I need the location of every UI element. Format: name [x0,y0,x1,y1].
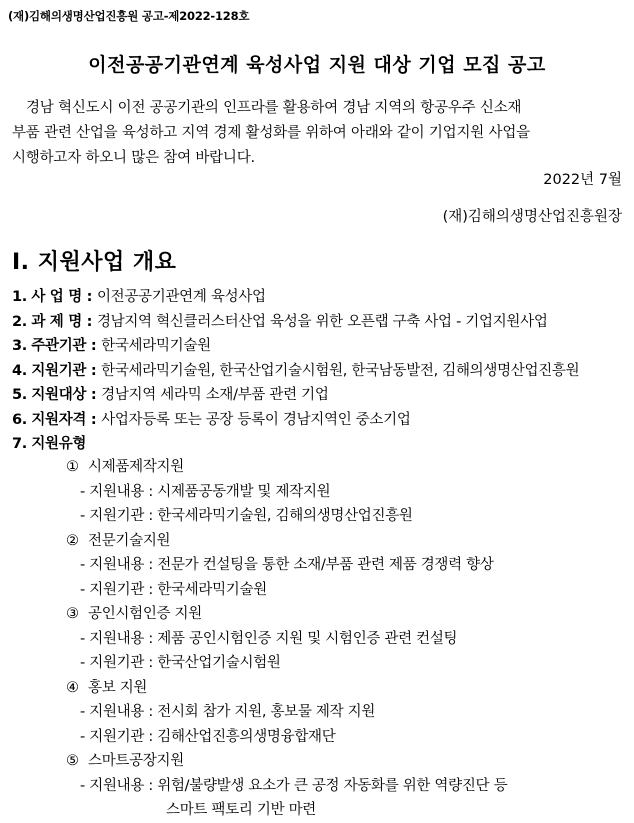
support-detail: - 지원기관 : 한국세라믹기술원, 김해의생명산업진흥원 [80,508,413,524]
support-detail: - 지원내용 : 전문가 컨설팅을 통한 소재/부품 관련 제품 경쟁력 향상 [80,557,494,573]
overview-item [12,432,632,457]
item-separator: : [81,313,97,330]
item-number: 7. [12,436,27,452]
support-type-title [62,529,622,554]
item-separator: : [86,362,102,379]
page-title: 이전공공기관연계 육성사업 지원 대상 기업 모집 공고 [88,54,546,76]
intro-line: 부품 관련 산업을 육성하고 지역 경제 활성화를 위하여 아래와 같이 기업지원 사업을 [12,125,530,141]
item-number: 5. [12,387,27,403]
circled-number: ④ [66,679,79,696]
overview-item [12,408,632,433]
support-detail: - 지원내용 : 위험/불량발생 요소가 큰 공정 자동화를 위한 역량진단 등 [80,777,508,794]
item-number: 4. [12,362,27,379]
item-number: 6. [12,411,27,428]
circled-number: ③ [66,606,79,622]
intro-line: 경남 혁신도시 이전 공공기관의 인프라를 활용하여 경남 지역의 항공우주 신소재 [26,100,522,116]
issuer-name: (재)김해의생명산업진흥원장 [442,209,622,225]
support-type-name: 시제품제작지원 [88,459,184,475]
overview-item [12,334,632,359]
item-number: 2. [12,313,27,330]
intro-line: 시행하고자 하오니 많은 참여 바랍니다. [12,150,255,166]
support-detail: - 지원기관 : 한국산업기술시험원 [80,655,281,671]
item-label: 주관기관 [31,338,87,354]
overview-list [12,285,632,457]
support-type-list [62,455,622,823]
support-type-name: 홍보 지원 [88,679,148,696]
support-detail: - 지원기관 : 한국세라믹기술원 [80,581,267,598]
overview-item [12,383,632,408]
support-detail-continuation [62,798,622,823]
item-value: 경남지역 세라믹 소재/부품 관련 기업 [101,387,329,403]
support-type-name: 전문기술지원 [88,532,171,549]
item-number: 3. [12,338,27,354]
item-label: 지원기관 [31,362,87,379]
overview-item [12,359,632,384]
circled-number: ⑤ [66,753,79,769]
section-heading: Ⅰ. 지원사업 개요 [12,250,177,275]
support-detail-cont-text: 스마트 팩토리 기반 마련 [166,802,316,818]
intro-paragraph [12,96,624,171]
support-detail: - 지원기관 : 김해산업진흥의생명융합재단 [80,728,336,745]
item-label: 사 업 명 [31,289,82,305]
item-separator: : [81,289,97,305]
support-type-name: 스마트공장지원 [88,753,184,769]
support-type-title [62,602,622,627]
item-value: 이전공공기관연계 육성사업 [96,289,266,305]
support-type-title [62,455,622,480]
item-separator: : [86,411,102,428]
item-value: 한국세라믹기술원 [101,338,211,354]
circled-number: ② [66,532,79,549]
item-label: 지원대상 [31,387,87,403]
support-detail: - 지원내용 : 전시회 참가 지원, 홍보물 제작 지원 [80,704,376,720]
announcement-number: (재)김해의생명산업진흥원 공고-제2022-128호 [8,9,250,23]
support-type-name: 공인시험인증 지원 [88,606,202,622]
support-type-title [62,676,622,701]
support-type-title [62,749,622,774]
support-detail: - 지원내용 : 제품 공인시험인증 지원 및 시험인증 관련 컨설팅 [80,630,458,647]
announcement-date: 2022년 7월 [543,172,622,188]
item-label: 지원유형 [31,436,87,452]
overview-item [12,310,632,335]
item-value: 한국세라믹기술원, 한국산업기술시험원, 한국남동발전, 김해의생명산업진흥원 [101,362,580,379]
support-detail: - 지원내용 : 시제품공동개발 및 제작지원 [80,483,331,500]
item-value: 경남지역 혁신클러스터산업 육성을 위한 오픈랩 구축 사업 - 기업지원사업 [96,313,548,330]
item-label: 과 제 명 [31,313,82,330]
item-number: 1. [12,289,27,305]
item-label: 지원자격 [31,411,87,428]
item-separator: : [86,338,102,354]
item-separator: : [86,387,102,403]
circled-number: ① [66,459,79,475]
item-value: 사업자등록 또는 공장 등록이 경남지역인 중소기업 [101,411,411,428]
overview-item [12,285,632,310]
